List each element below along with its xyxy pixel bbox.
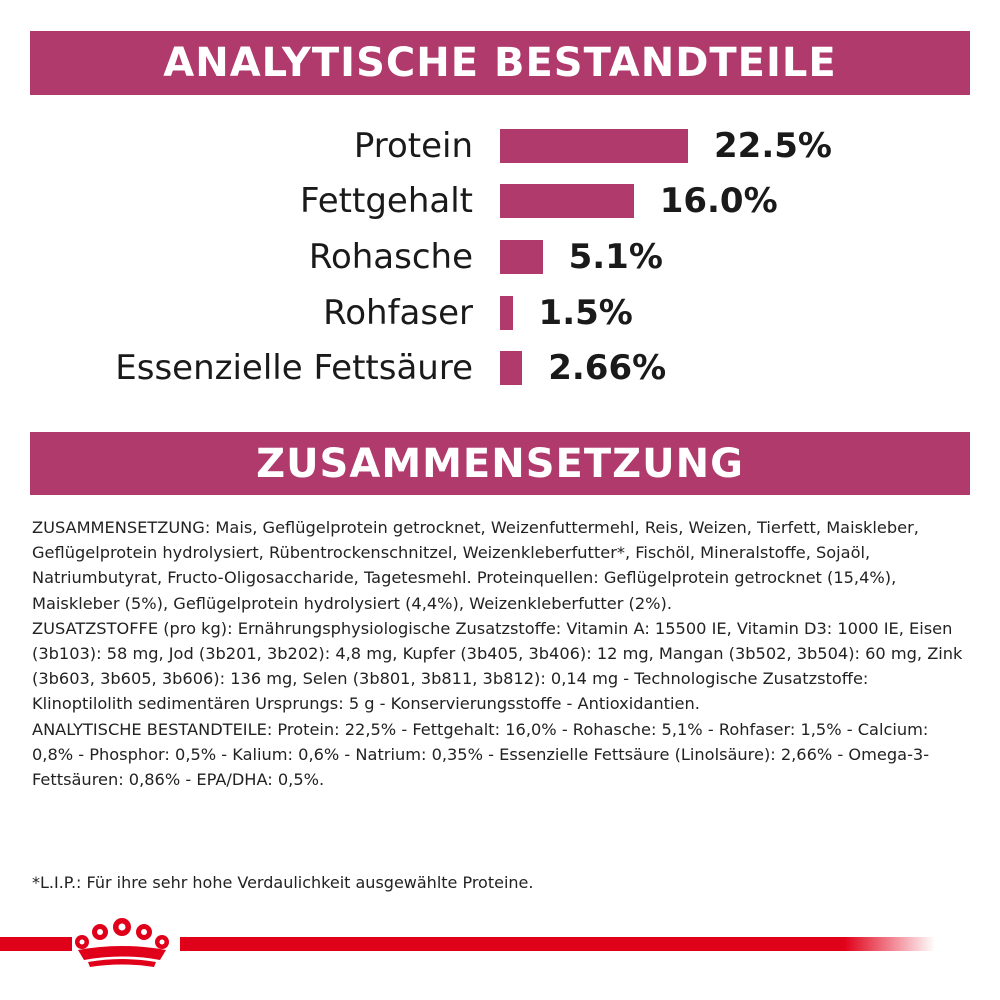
royal-canin-crown-icon [68,912,176,972]
chart-category-label: Protein [353,126,473,166]
chart-row [0,288,1000,338]
chart-category-label: Rohfaser [323,293,473,333]
chart-bar [500,129,688,163]
chart-row [0,176,1000,226]
chart-row [0,121,1000,171]
chart-row [0,343,1000,393]
brand-rule-left [0,937,72,951]
chart-value-label: 5.1% [568,237,663,277]
footnote: *L.I.P.: Für ihre sehr hohe Verdaulichkeit ausgewählte Proteine. [32,873,534,892]
chart-category-label: Rohasche [308,237,473,277]
chart-category-label: Essenzielle Fettsäure [115,348,473,388]
composition-text [32,515,972,792]
composition-paragraph: ZUSAMMENSETZUNG: Mais, Geflügelprotein getrocknet, Weizenfuttermehl, Reis, Weizen, Tierfett, Maiskleber, Geflügelprotein hydrolysiert, Rübentrockenschnitzel, Weizenkleberfutter*, Fischöl, Mineralstoffe, Sojaöl, Natriumbutyrat, Fructo-Oligosaccharide, Tagetesmehl. Proteinquellen: Geflügelprotein getrocknet (15,4%), Maiskleber (5%), Geflügelprotein hydrolysiert (4,4%), Weizenkleberfutter (2%). [32,518,919,613]
analytics-paragraph: ANALYTISCHE BESTANDTEILE: Protein: 22,5% - Fettgehalt: 16,0% - Rohasche: 5,1% - Rohfaser: 1,5% - Calcium: 0,8% - Phosphor: 0,5% - Kalium: 0,6% - Natrium: 0,35% - Essenzielle Fettsäure (Linolsäure): 2,66% - Omega-3-Fettsäuren: 0,86% - EPA/DHA: 0,5%. [32,719,930,790]
brand-rule-right [180,937,935,951]
chart-bar [500,184,634,218]
chart-bar [500,351,522,385]
chart-value-label: 16.0% [659,181,778,221]
chart-category-label: Fettgehalt [300,181,473,221]
additives-paragraph: ZUSATZSTOFFE (pro kg): Ernährungsphysiologische Zusatzstoffe: Vitamin A: 15500 IE, Vitamin D3: 1000 IE, Eisen (3b103): 58 mg, Jod (3b201, 3b202): 4,8 mg, Kupfer (3b405, 3b406): 12 mg, Mangan (3b502, 3b504): 60 mg, Zink (3b603, 3b605, 3b606): 136 mg, Selen (3b801, 3b811, 3b812): 0,14 mg - Technologische Zusatzstoffe: Klinoptilolith sedimentären Ursprungs: 5 g - Konservierungsstoffe - Antioxidantien. [32,618,963,714]
chart-bar [500,240,543,274]
chart-bar [500,296,513,330]
analytics-header: ANALYTISCHE BESTANDTEILE [30,31,970,95]
chart-row [0,232,1000,282]
composition-header: ZUSAMMENSETZUNG [30,432,970,495]
chart-value-label: 2.66% [548,348,667,388]
chart-value-label: 1.5% [538,293,633,333]
chart-value-label: 22.5% [714,126,832,166]
